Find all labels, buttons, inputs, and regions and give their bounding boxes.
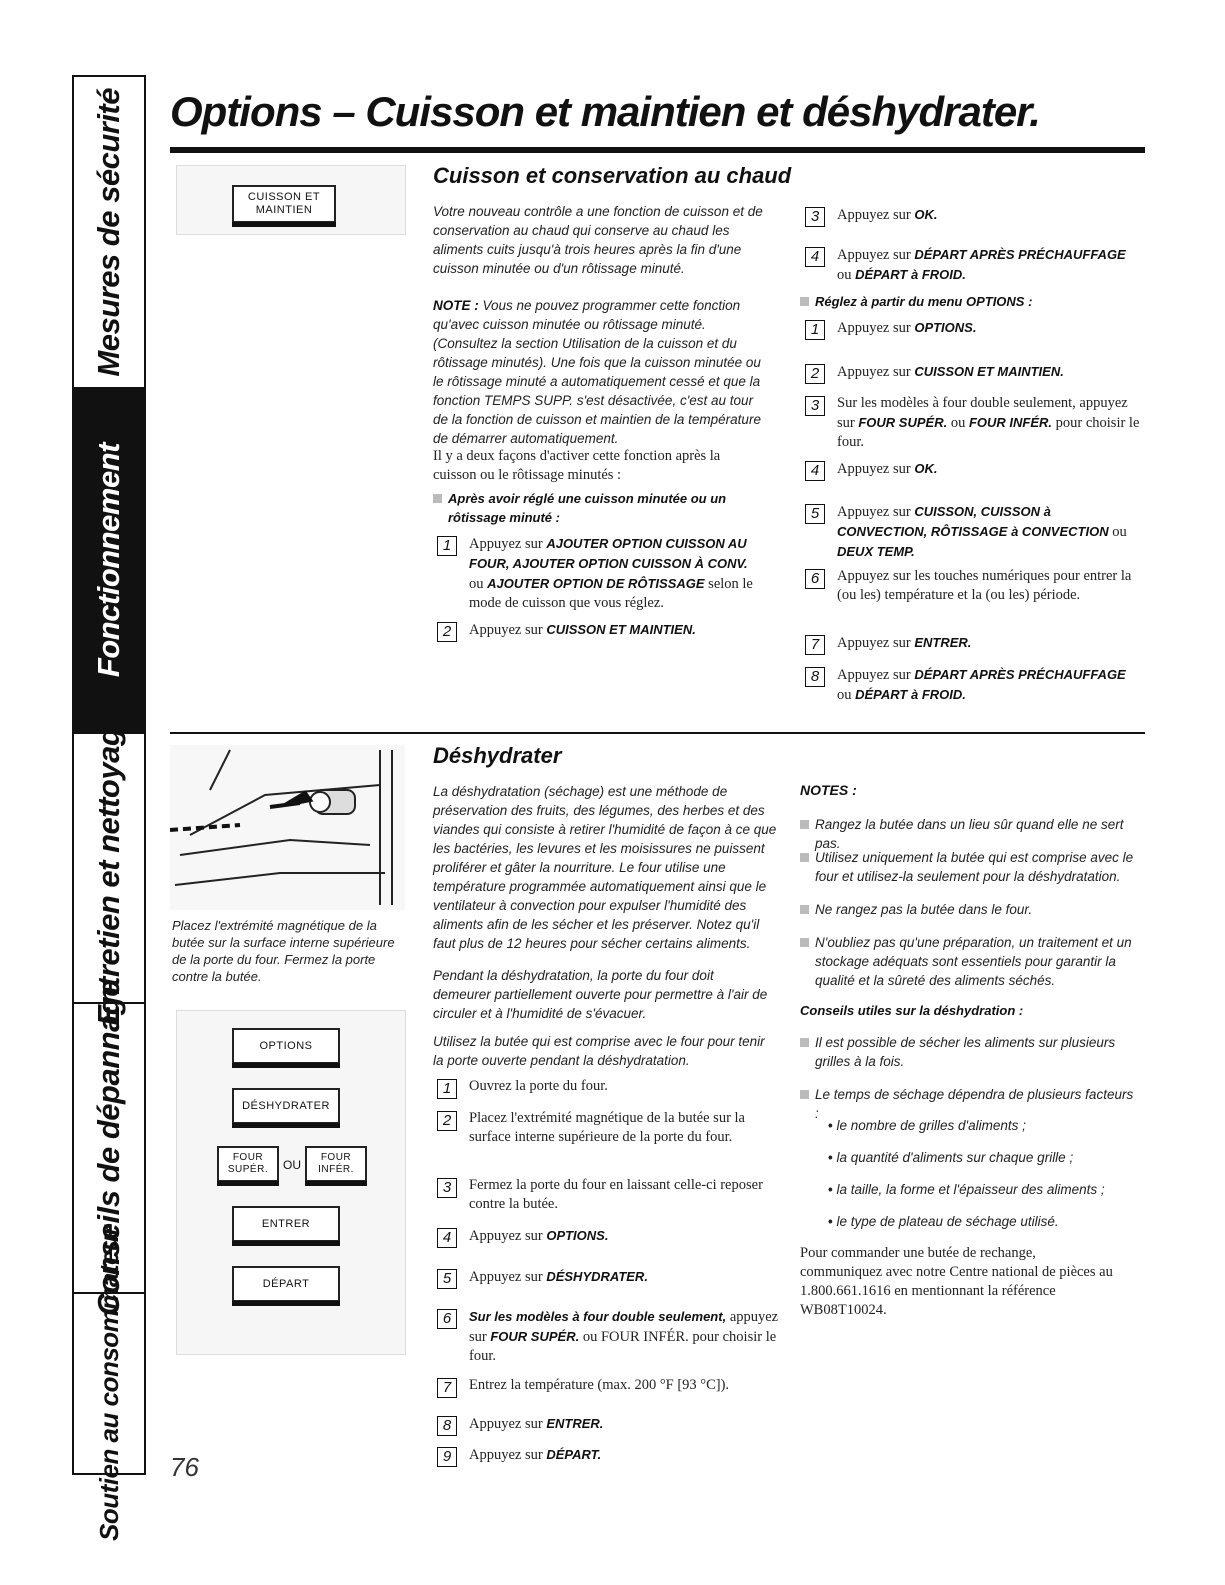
notes-label: NOTES : — [800, 782, 857, 798]
step-text: Appuyez sur DÉPART APRÈS PRÉCHAUFFAGE ou DÉPART à FROID. — [837, 667, 1126, 703]
tab-label: Entretien et nettoyage — [91, 710, 126, 1026]
step-6 — [805, 567, 1140, 605]
list-item-text: Le temps de séchage dépendra de plusieurs facteurs : — [815, 1087, 1134, 1121]
depart-key: DÉPART — [232, 1266, 340, 1302]
step-number: 3 — [437, 1178, 457, 1198]
step-text: Appuyez sur OK. — [837, 461, 938, 477]
list-item — [800, 1033, 1135, 1071]
bullet-marker — [800, 1090, 809, 1099]
step-number: 4 — [805, 247, 825, 267]
bullet-marker — [433, 494, 442, 503]
step-text: Fermez la porte du four en laissant celle-ci reposer contre la butée. — [469, 1177, 763, 1212]
step-number: 4 — [805, 461, 825, 481]
tab-label: Soutien au consommateur — [93, 1226, 124, 1541]
step-6 — [437, 1307, 782, 1366]
section-rule — [170, 732, 1145, 734]
step-text: Appuyez sur les touches numériques pour entrer la (ou les) température et la (ou les) période. — [837, 568, 1132, 603]
step-text: Appuyez sur AJOUTER OPTION CUISSON AU FOUR, AJOUTER OPTION CUISSON À CONV. ou AJOUTER OPTION DE RÔTISSAGE selon le mode de cuisson que vous réglez. — [469, 536, 753, 611]
step-4 — [437, 1226, 782, 1248]
four-infer-key: FOUR INFÉR. — [305, 1146, 367, 1182]
step-5 — [805, 502, 1140, 562]
step-text: Appuyez sur OPTIONS. — [837, 320, 977, 336]
step-number: 1 — [437, 536, 457, 556]
step-1 — [805, 318, 1140, 340]
step-text: Entrez la température (max. 200 °F [93 °C]). — [469, 1377, 730, 1393]
step-number: 5 — [437, 1269, 457, 1289]
title-rule — [170, 147, 1145, 153]
step-number: 7 — [805, 635, 825, 655]
step-text: Appuyez sur OK. — [837, 207, 938, 223]
step-9 — [437, 1445, 782, 1467]
list-item — [800, 933, 1135, 990]
deshydrater-key: DÉSHYDRATER — [232, 1088, 340, 1124]
four-super-key: FOUR SUPÉR. — [217, 1146, 279, 1182]
tips-title: Conseils utiles sur la déshydration : — [800, 1003, 1024, 1018]
tab-fonctionnement[interactable] — [74, 387, 144, 732]
entrer-key: ENTRER — [232, 1206, 340, 1242]
bullet-marker — [800, 905, 809, 914]
step-number: 6 — [437, 1309, 457, 1329]
step-text: Appuyez sur DÉSHYDRATER. — [469, 1269, 648, 1285]
step-1 — [437, 1077, 782, 1099]
step-text: Appuyez sur CUISSON ET MAINTIEN. — [469, 622, 696, 638]
list-item-text: Rangez la butée dans un lieu sûr quand elle ne sert pas. — [815, 817, 1124, 851]
step-text: Sur les modèles à four double seulement, appuyez sur FOUR SUPÉR. ou FOUR INFÉR. pour choisir le four. — [469, 1309, 779, 1364]
after-timed-title: Après avoir réglé une cuisson minutée ou un rôtissage minuté : — [433, 489, 753, 527]
step-number: 2 — [437, 622, 457, 642]
list-item-text: N'oubliez pas qu'une préparation, un traitement et un stockage adéquats sont essentiels pour garantir la qualité et la sûreté des aliments séchés. — [815, 935, 1132, 988]
step-5 — [437, 1267, 782, 1289]
factor-item: • la taille, la forme et l'épaisseur des aliments ; — [828, 1182, 1105, 1197]
options-key: OPTIONS — [232, 1028, 340, 1064]
bullet-marker — [800, 938, 809, 947]
tab-label: Conseils de dépannage — [91, 980, 126, 1316]
deshydrater-para1: La déshydratation (séchage) est une méthode de préservation des fruits, des légumes, des herbes et des viandes qui consiste à retirer l'humidité de façon à ce que les bactéries, les levures et les moisissures ne puissent proliférer et gâter la nourriture. Le four utilise une température programmée automatiquement ainsi que le ventilateur à convection pour expulser l'humidité des aliments afin de les sécher et les préserver. Notez qu'il faut plus de 12 heures pour sécher certains aliments. — [433, 784, 777, 951]
step-number: 1 — [437, 1079, 457, 1099]
factor-item: • le type de plateau de séchage utilisé. — [828, 1214, 1059, 1229]
list-item-text: Ne rangez pas la butée dans le four. — [815, 902, 1033, 917]
bullet-marker — [800, 853, 809, 862]
page-title: Options – Cuisson et maintien et déshydrater. — [170, 88, 1040, 135]
bullet-dot: • — [828, 1118, 837, 1133]
step-2 — [805, 362, 1140, 384]
step-3 — [805, 205, 1140, 227]
bullet-dot: • — [828, 1182, 837, 1197]
cuisson-et-maintien-key: CUISSON ET MAINTIEN — [232, 185, 336, 223]
tab-label: Fonctionnement — [91, 443, 126, 678]
step-text: Appuyez sur ENTRER. — [837, 635, 972, 651]
step-7 — [437, 1376, 782, 1398]
step-number: 8 — [805, 667, 825, 687]
step-text: Appuyez sur CUISSON ET MAINTIEN. — [837, 364, 1064, 380]
ou-label: OU — [283, 1158, 301, 1172]
step-text: Appuyez sur DÉPART. — [469, 1447, 602, 1463]
list-item — [800, 848, 1135, 886]
cuisson-two-ways: Il y a deux façons d'activer cette fonction après la cuisson ou le rôtissage minutés : — [433, 448, 721, 483]
step-2 — [437, 1109, 782, 1147]
cuisson-heading: Cuisson et conservation au chaud — [433, 163, 792, 188]
door-stop-caption: Placez l'extrémité magnétique de la butée sur la surface interne supérieure de la porte du four. Fermez la porte contre la butée. — [172, 918, 395, 984]
tab-label: Mesures de sécurité — [91, 87, 126, 377]
step-text: Ouvrez la porte du four. — [469, 1078, 608, 1094]
step-number: 7 — [437, 1378, 457, 1398]
step-number: 2 — [437, 1111, 457, 1131]
list-item — [800, 900, 1135, 919]
step-text: Placez l'extrémité magnétique de la butée sur la surface interne supérieure de la porte du four. — [469, 1110, 745, 1145]
step-3 — [805, 394, 1140, 452]
page-number: 76 — [170, 1452, 199, 1482]
cuisson-note: NOTE : Vous ne pouvez programmer cette fonction qu'avec cuisson minutée ou rôtissage minuté. (Consultez la section Utilisation de la cuisson et du rôtissage minutés). Une fois que la cuisson minutée ou le rôtissage minuté a automatiquement cessé et que la fonction TEMPS SUPP. s'est désactivée, c'est au tour de la fonction de cuisson et maintien de la température de démarrer automatiquement. — [433, 298, 761, 446]
menu-options-title: Réglez à partir du menu OPTIONS : — [800, 292, 1140, 311]
step-8 — [437, 1414, 782, 1436]
tab-mesures-de-securite[interactable] — [74, 77, 144, 387]
step-number: 1 — [805, 320, 825, 340]
step-number: 2 — [805, 364, 825, 384]
deshydrater-heading: Déshydrater — [433, 743, 562, 768]
step-4 — [805, 459, 1140, 481]
bullet-marker — [800, 820, 809, 829]
bullet-marker — [800, 1038, 809, 1047]
factor-item: • le nombre de grilles d'aliments ; — [828, 1118, 1026, 1133]
step-number: 5 — [805, 504, 825, 524]
step-number: 3 — [805, 396, 825, 416]
step-8 — [805, 665, 1140, 705]
step-2 — [437, 620, 762, 642]
bullet-dot: • — [828, 1214, 837, 1229]
step-number: 3 — [805, 207, 825, 227]
tab-soutien-au-consommateur[interactable] — [74, 1226, 144, 1541]
step-number: 9 — [437, 1447, 457, 1467]
tab-entretien-et-nettoyage[interactable] — [74, 710, 144, 1026]
cuisson-intro: Votre nouveau contrôle a une fonction de cuisson et de conservation au chaud qui conserve au chaud les aliments cuits jusqu'à trois heures après la fin d'une cuisson minutée ou d'un rôtissage minuté. — [433, 204, 763, 276]
step-number: 8 — [437, 1416, 457, 1436]
factor-item: • la quantité d'aliments sur chaque grille ; — [828, 1150, 1074, 1165]
deshydrater-para2: Pendant la déshydratation, la porte du four doit demeurer partiellement ouverte pour permettre à l'air de circuler et à l'humidité de s'évacuer. — [433, 968, 768, 1021]
step-text: Appuyez sur CUISSON, CUISSON à CONVECTION, RÔTISSAGE à CONVECTION ou DEUX TEMP. — [837, 504, 1127, 559]
bullet-dot: • — [828, 1150, 837, 1165]
bullet-marker — [800, 297, 809, 306]
step-text: Appuyez sur DÉPART APRÈS PRÉCHAUFFAGE ou DÉPART à FROID. — [837, 247, 1126, 283]
step-number: 4 — [437, 1228, 457, 1248]
list-item-text: Il est possible de sécher les aliments sur plusieurs grilles à la fois. — [815, 1035, 1116, 1069]
replacement-info: Pour commander une butée de rechange, communiquez avec notre Centre national de pièces au 1.800.661.1616 en mentionnant la référence WB08T10024. — [800, 1245, 1113, 1318]
step-3 — [437, 1176, 782, 1214]
step-text: Appuyez sur OPTIONS. — [469, 1228, 609, 1244]
step-4 — [805, 245, 1140, 285]
side-tab-bar — [72, 75, 146, 1541]
step-number: 6 — [805, 569, 825, 589]
list-item-text: Utilisez uniquement la butée qui est comprise avec le four et utilisez-la seulement pour la déshydratation. — [815, 850, 1134, 884]
step-7 — [805, 633, 1140, 655]
oven-door-stop-illustration — [170, 745, 405, 910]
step-text: Sur les modèles à four double seulement, appuyez sur FOUR SUPÉR. ou FOUR INFÉR. pour choisir le four. — [837, 395, 1140, 450]
deshydrater-para3: Utilisez la butée qui est comprise avec le four pour tenir la porte ouverte pendant la déshydratation. — [433, 1034, 765, 1068]
step-text: Appuyez sur ENTRER. — [469, 1416, 604, 1432]
step-1 — [437, 534, 762, 613]
